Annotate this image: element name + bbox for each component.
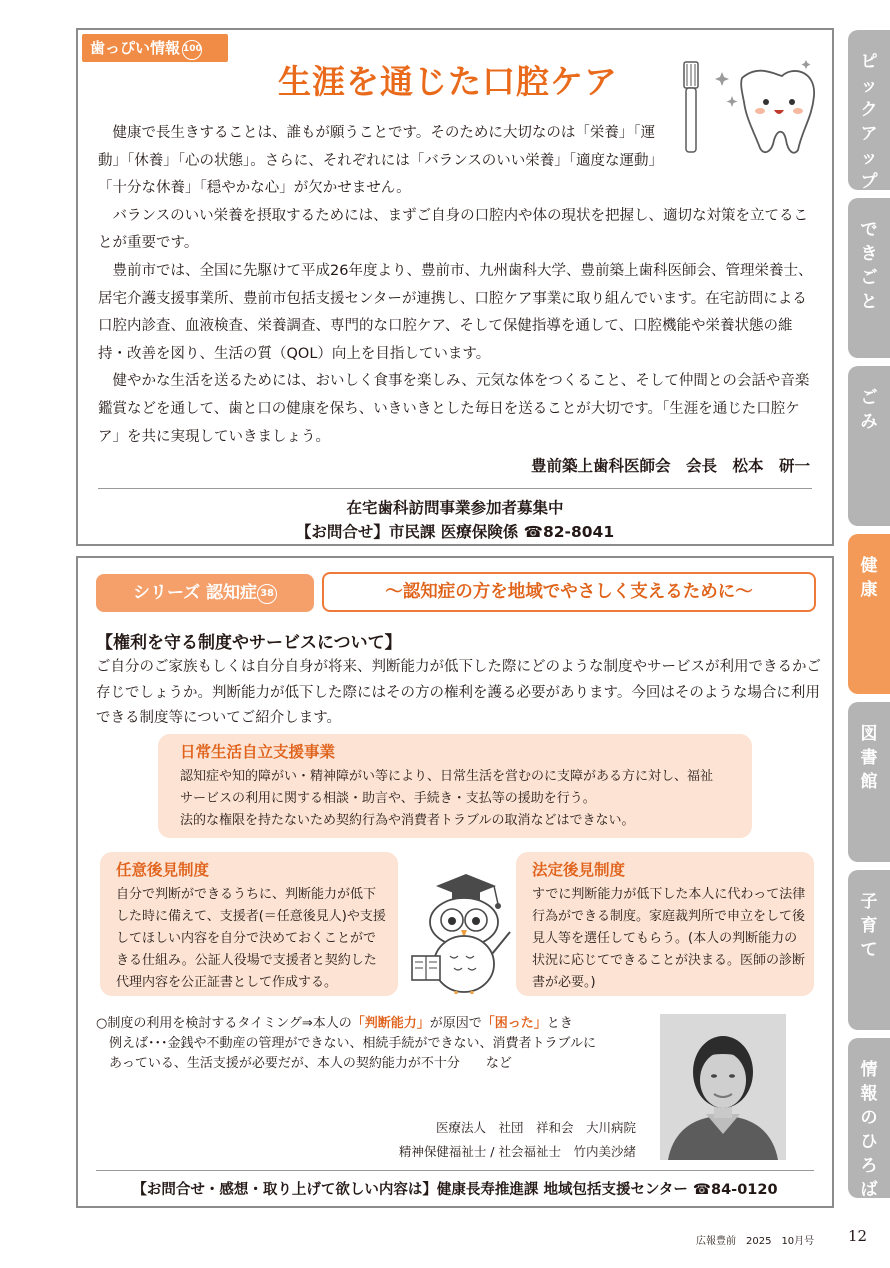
divider xyxy=(98,488,812,489)
box-title: 日常生活自立支援事業 xyxy=(180,743,336,761)
article-paragraph: 豊前市では、全国に先駆けて平成26年度より、豊前市、九州歯科大学、豊前築上歯科医師会、管理栄養士、居宅介護支援事業所、豊前市包括支援センターが連携し、口腔ケア事業に取り組んでいます。在宅訪問による口腔内診査、血液検査、栄養調査、専門的な口腔ケア、そして保健指導を通して、口腔機能や栄養状態の維持・改善を図り、生活の質（QOL）向上を目指しています。 xyxy=(98,262,813,362)
tab-library[interactable] xyxy=(848,702,890,862)
dental-info-tag xyxy=(82,34,228,62)
author-photo xyxy=(660,1014,786,1160)
section-heading: 【権利を守る制度やサービスについて】 xyxy=(96,633,402,653)
tab-label: 子 育 て xyxy=(860,892,878,960)
article-body xyxy=(98,120,818,451)
tag-label: 歯っぴい情報 xyxy=(90,39,181,57)
timing-text: ○制度の利用を検討するタイミング⇒本人の xyxy=(96,1016,352,1031)
daily-life-support-box xyxy=(158,734,752,838)
tab-label: で き ご と xyxy=(860,220,878,312)
contact-info: 【お問合せ】市民課 医療保険係 ☎82-8041 xyxy=(295,523,615,541)
series-tag-label: シリーズ 認知症 xyxy=(132,583,258,603)
statutory-guardianship-box xyxy=(516,852,814,996)
series-subtitle: ～認知症の方を地域でやさしく支えるために～ xyxy=(322,572,816,612)
divider xyxy=(96,1170,814,1171)
highlight-judgment: 「判断能力」 xyxy=(351,1016,430,1031)
article-paragraph: バランスのいい栄養を摂取するためには、まずご自身の口腔内や体の現状を把握し、適切な対策を立てることが重要です。 xyxy=(98,207,809,252)
dental-info-section xyxy=(76,28,834,546)
timing-line xyxy=(96,1014,656,1034)
series-number: 38 xyxy=(257,584,277,604)
timing-example: あっている、生活支援が必要だが、本人の契約能力が不十分 など xyxy=(109,1056,512,1071)
person-portrait-icon xyxy=(660,1014,786,1160)
contact-info: 【お問合せ・感想・取り上げて欲しい内容は】健康長寿推進課 地域包括支援センター ☎84-0120 xyxy=(132,1182,778,1198)
tab-label: ご み xyxy=(860,388,878,432)
publication-footer: 広報豊前 2025 10月号 xyxy=(696,1236,815,1247)
timing-text: とき xyxy=(546,1016,573,1031)
highlight-trouble: 「困った」 xyxy=(481,1016,547,1031)
intro-text: ご自分のご家族もしくは自分自身が将来、判断能力が低下した際にどのような制度やサービスが利用できるかご存じでしょうか。判断能力が低下した際にはその方の権利を護る必要があります。今回はそのような場合に利用できる制度等についてご紹介します。 xyxy=(96,659,821,726)
tab-childcare[interactable] xyxy=(848,870,890,1030)
voluntary-guardianship-box xyxy=(100,852,398,996)
timing-example: 例えば･･･金銭や不動産の管理ができない、相続手続ができない、消費者トラブルに xyxy=(109,1036,596,1051)
article-paragraph: 健やかな生活を送るためには、おいしく食事を楽しみ、元気な体をつくること、そして仲間との会話や音楽鑑賞などを通して、歯と口の健康を保ち、いきいきとした毎日を送ることが大切です。「生涯を通じた口腔ケア」を共に実現していきましょう。 xyxy=(98,373,810,445)
recruit-notice: 在宅歯科訪問事業参加者募集中 xyxy=(346,499,564,517)
tab-pickup[interactable] xyxy=(848,30,890,190)
page-number: 12 xyxy=(848,1227,868,1245)
tab-health[interactable] xyxy=(848,534,890,694)
tab-label: ピ ッ ク ア ッ プ xyxy=(860,52,878,192)
tab-events[interactable] xyxy=(848,198,890,358)
box-line: サービスの利用に関する相談・助言や、手続き・支払等の援助を行う。 xyxy=(180,791,596,806)
series-tag xyxy=(96,574,314,612)
box-line: 認知症や知的障がい・精神障がい等により、日常生活を営むのに支障がある方に対し、福祉 xyxy=(180,769,714,784)
box-line: 法的な権限を持たないため契約行為や消費者トラブルの取消などはできない。 xyxy=(180,813,635,828)
tab-label: 健 康 xyxy=(860,556,878,600)
article-signature: 豊前築上歯科医師会 会長 松本 研一 xyxy=(530,457,810,475)
article-title: 生涯を通じた口腔ケア xyxy=(278,62,618,101)
box-title: 法定後見制度 xyxy=(532,861,626,879)
tag-number: 100 xyxy=(182,40,202,60)
tab-label: 情 報 の ひ ろ ば xyxy=(860,1060,878,1200)
box-text xyxy=(180,766,752,832)
author-name: 精神保健福祉士 / 社会福祉士 竹内美沙緒 xyxy=(398,1144,636,1159)
tab-label: 図 書 館 xyxy=(860,724,878,792)
author-affiliation: 医療法人 社団 祥和会 大川病院 xyxy=(435,1120,636,1135)
tab-info-square[interactable] xyxy=(848,1038,890,1198)
timing-text: が原因で xyxy=(429,1016,482,1031)
box-title: 任意後見制度 xyxy=(116,861,210,879)
timing-note xyxy=(96,1014,656,1074)
dementia-series-section xyxy=(76,556,834,1208)
tab-garbage[interactable] xyxy=(848,366,890,526)
box-text: すでに判断能力が低下した本人に代わって法律行為ができる制度。家庭裁判所で申立をして後見人等を選任してもらう。(本人の判断能力の状況に応じてできることが決まる。医師の診断書が必要。) xyxy=(532,887,806,990)
owl-professor-icon xyxy=(406,870,514,994)
article-paragraph: 健康で長生きすることは、誰もが願うことです。そのために大切なのは「栄養」「運動」「休養」「心の状態」。さらに、それぞれには「バランスのいい栄養」「適度な運動」「十分な休養」「穏やかな心」が欠かせません。 xyxy=(98,125,664,197)
box-text: 自分で判断ができるうちに、判断能力が低下した時に備えて、支援者(＝任意後見人)や支援してほしい内容を自分で決めておくことができる仕組み。公証人役場で支援者と契約した代理内容を公正証書として作成する。 xyxy=(116,887,386,990)
